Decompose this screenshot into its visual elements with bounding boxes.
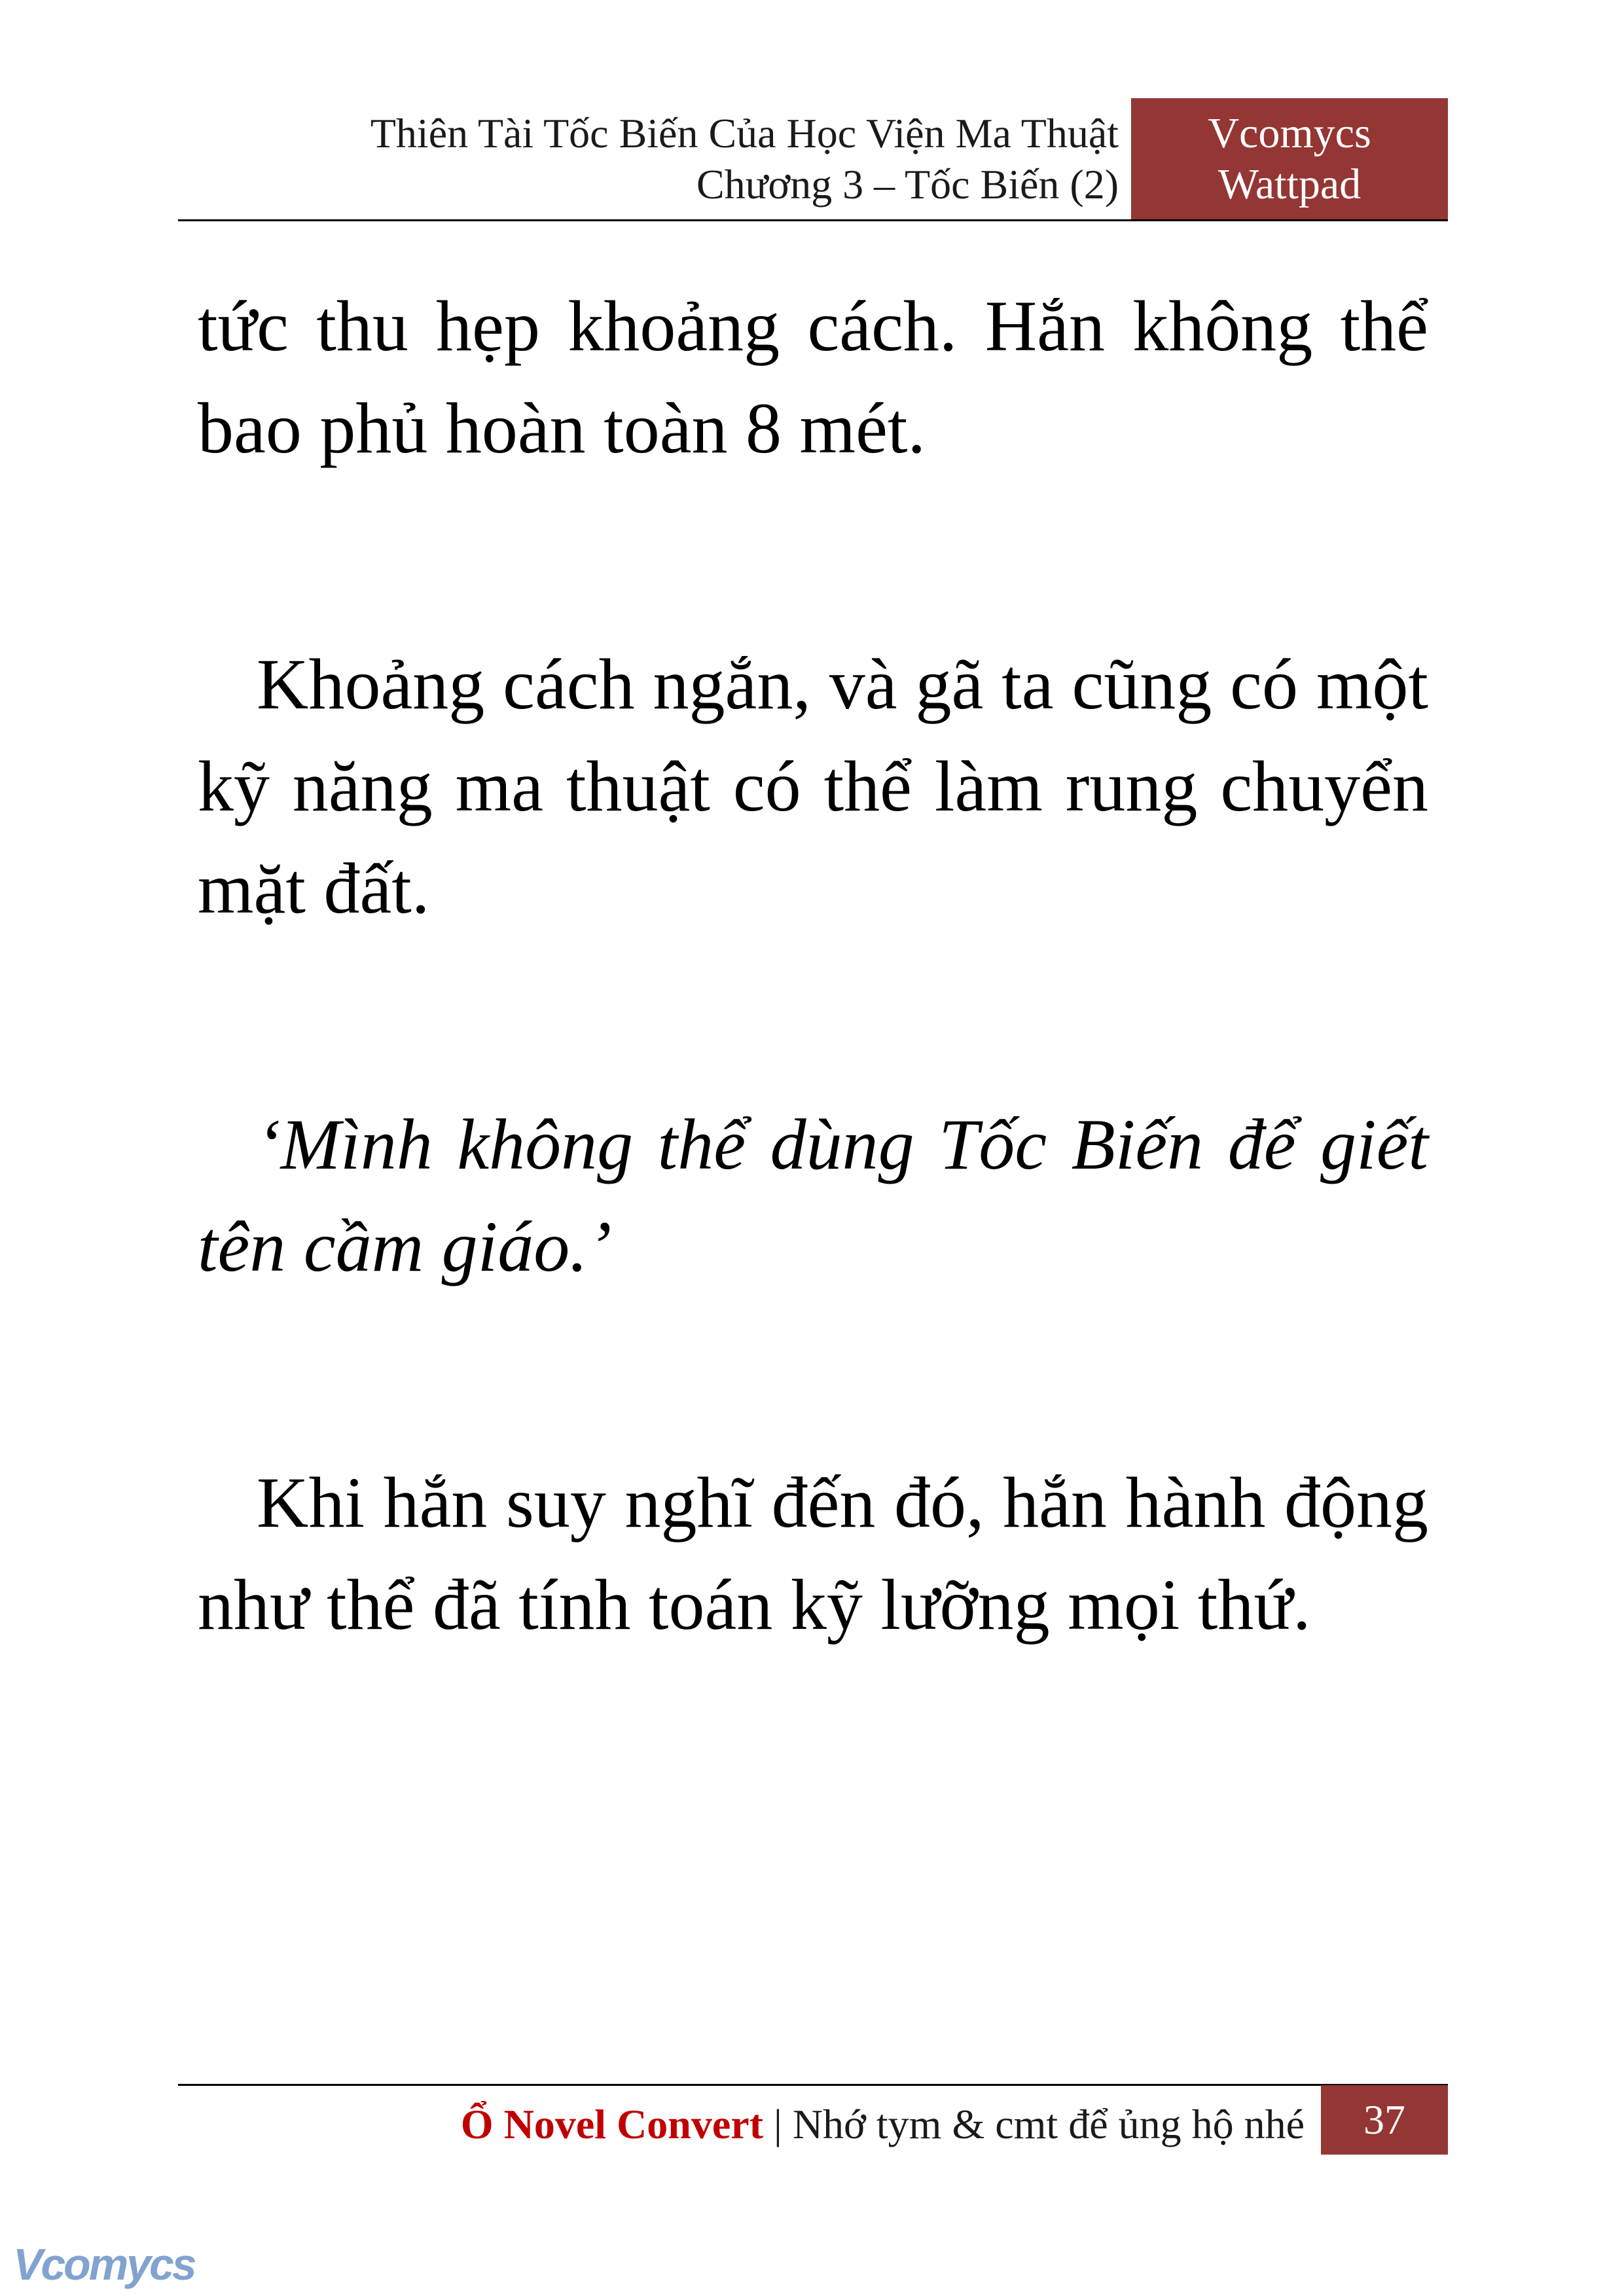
paragraph-3-thought: ‘Mình không thể dùng Tốc Biến để giết tên cầm giáo.’ [198,1104,1428,1286]
source-badge-line1: Vcomycs [1208,109,1371,157]
footer-divider [178,2084,1448,2086]
paragraph-2: Khoảng cách ngắn, và gã ta cũng có một kỹ năng ma thuật có thể làm rung chuyển mặt đất. [198,644,1428,928]
paragraph-1: tức thu hẹp khoảng cách. Hắn không thể bao phủ hoàn toàn 8 mét. [198,286,1428,468]
header-divider [178,219,1448,221]
page-number: 37 [1321,2085,1448,2155]
book-title: Thiên Tài Tốc Biến Của Học Viện Ma Thuật [370,110,1119,156]
chapter-title: Chương 3 – Tốc Biến (2) [696,161,1119,208]
paragraph-4: Khi hắn suy nghĩ đến đó, hắn hành động như thể đã tính toán kỹ lưỡng mọi thứ. [198,1463,1428,1645]
running-header [370,108,1119,210]
page-body [198,275,1428,1656]
footer-separator: | [763,2101,793,2147]
watermark-logo: Vcomycs [13,2240,195,2289]
footer-brand: Ổ Novel Convert [460,2101,763,2147]
running-footer [461,2098,1305,2151]
source-badge-line2: Wattpad [1218,160,1362,208]
footer-message: Nhớ tym & cmt để ủng hộ nhé [792,2101,1305,2147]
source-badge [1131,98,1448,221]
